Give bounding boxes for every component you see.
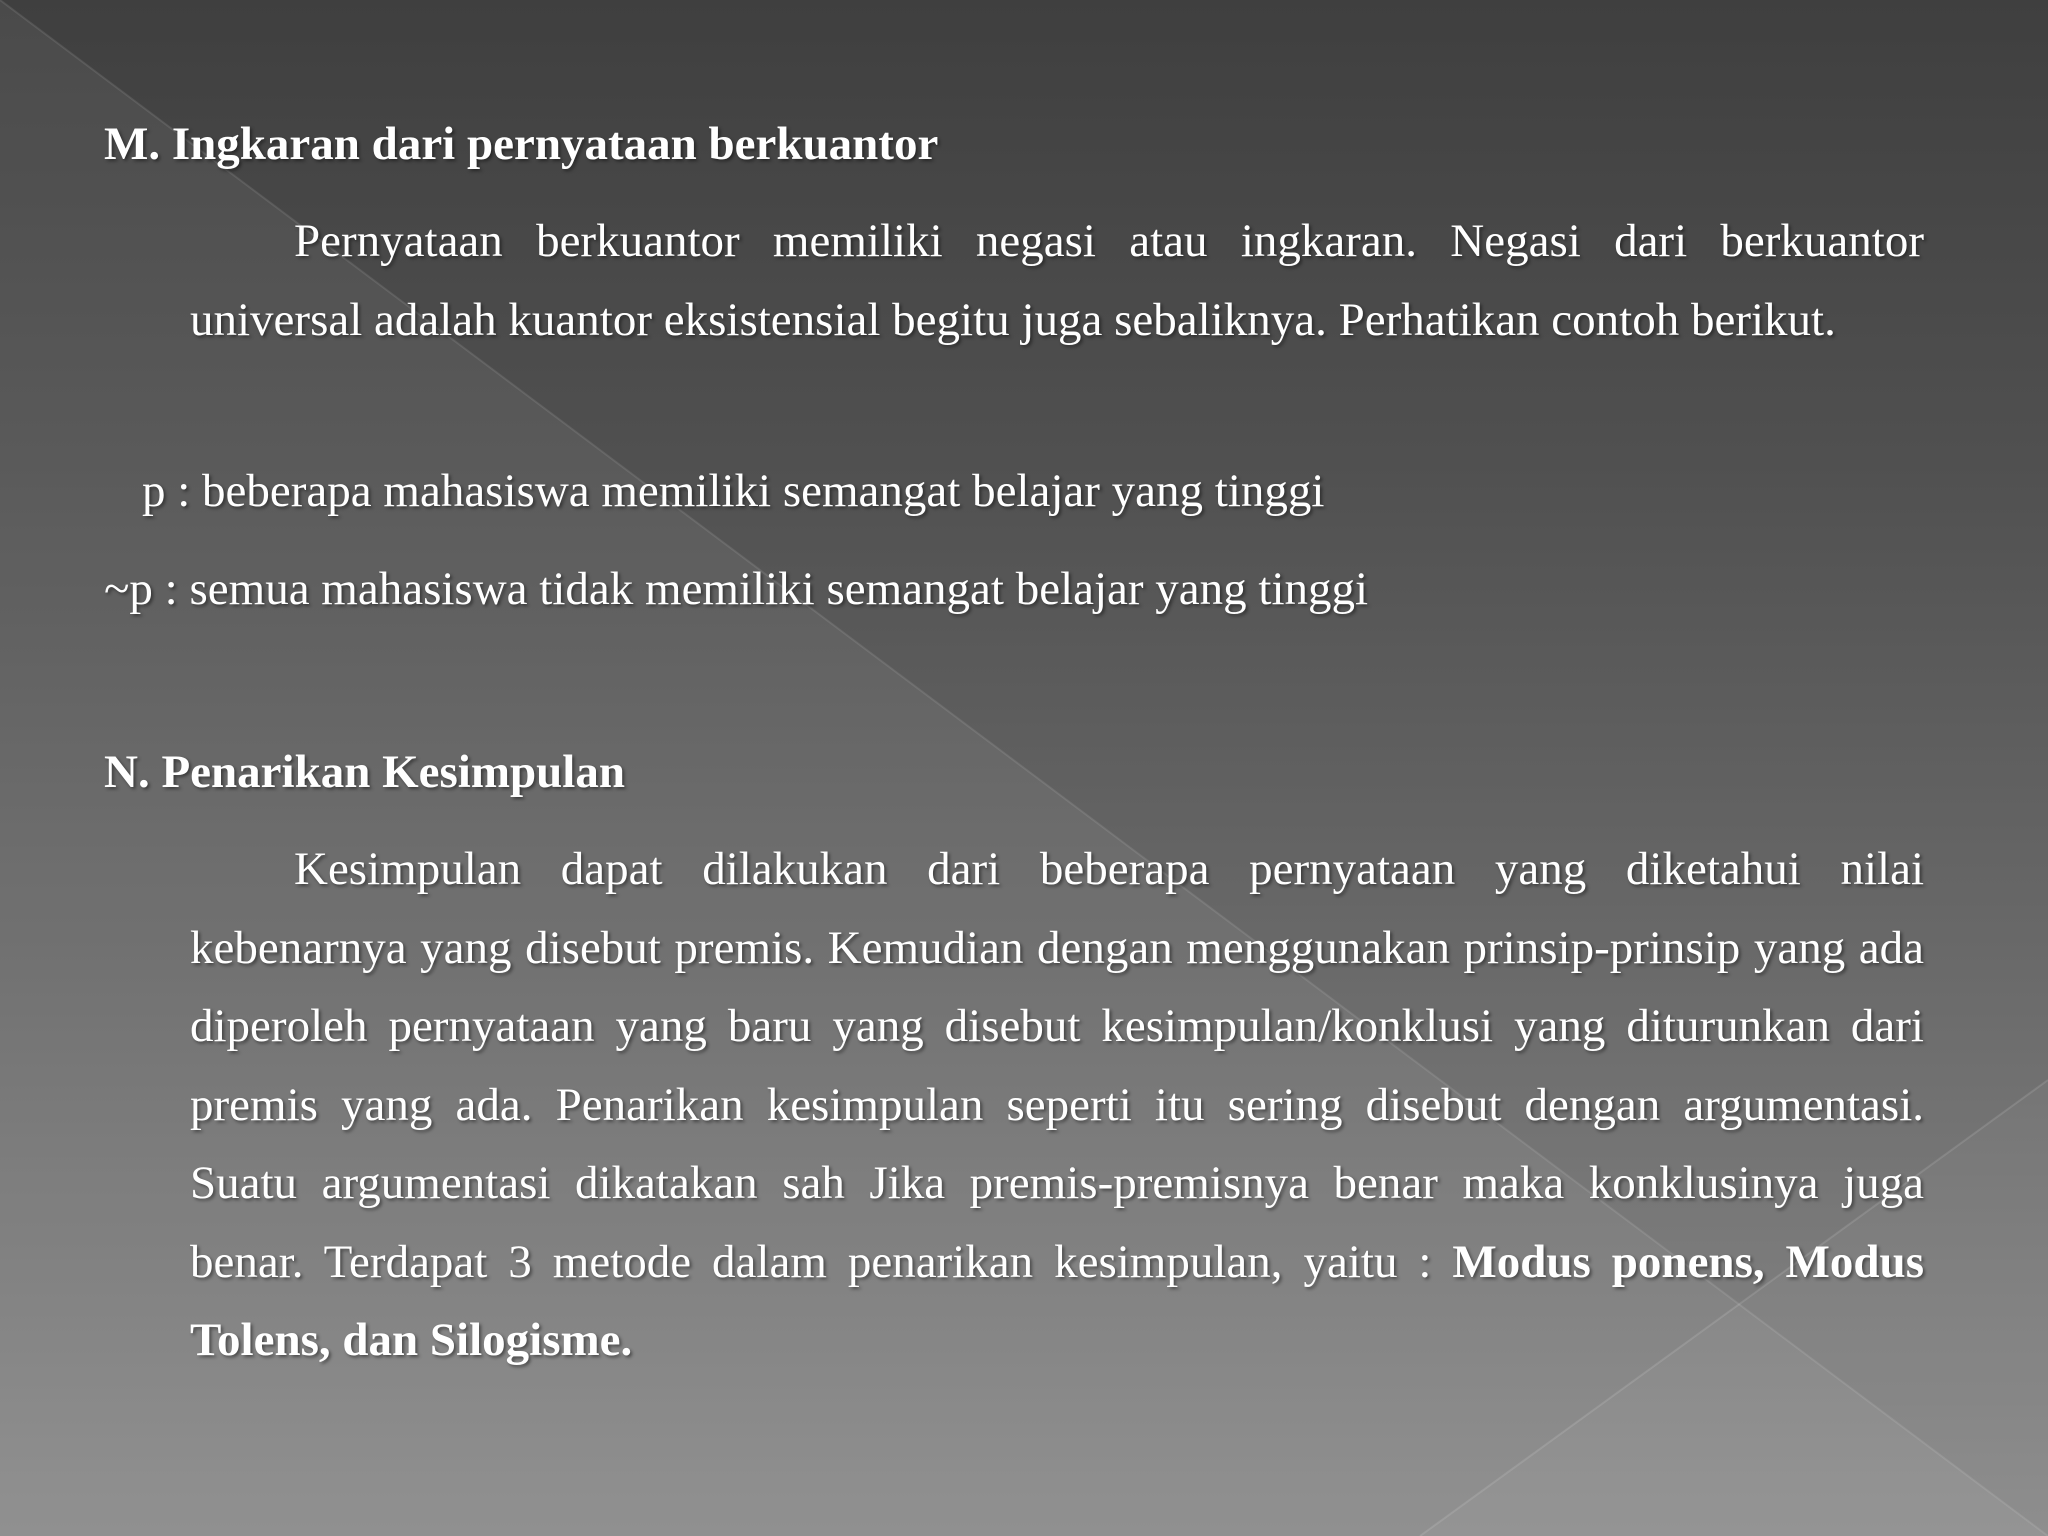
section-n-heading: N. Penarikan Kesimpulan — [104, 746, 625, 798]
section-n-paragraph-text: Kesimpulan dapat dilakukan dari beberapa pernyataan yang diketahui nilai kebenarnya yang disebut premis. Kemudian dengan menggunakan prinsip-prinsip yang ada diperoleh pernyataan yang baru yang disebut kesimpulan/konklusi yang diturunkan dari premis yang ada. Penarikan kesimpulan seperti itu sering disebut dengan argumentasi. Suatu argumentasi dikatakan sah Jika premis-premisnya benar maka konklusinya juga benar. Terdapat 3 metode dalam penarikan kesimpulan, yaitu : — [190, 843, 1924, 1288]
section-n-paragraph — [190, 830, 1924, 1380]
section-m-heading: M. Ingkaran dari pernyataan berkuantor — [104, 118, 939, 170]
section-m-paragraph: Pernyataan berkuantor memiliki negasi atau ingkaran. Negasi dari berkuantor universal adalah kuantor eksistensial begitu juga sebaliknya. Perhatikan contoh berikut. — [190, 215, 1924, 346]
inference-methods: Modus ponens, Modus Tolens, dan Silogisme. — [190, 1235, 1924, 1366]
example-negation-p: ~p : semua mahasiswa tidak memiliki semangat belajar yang tinggi — [104, 563, 1369, 615]
example-p: p : beberapa mahasiswa memiliki semangat belajar yang tinggi — [142, 465, 1325, 517]
